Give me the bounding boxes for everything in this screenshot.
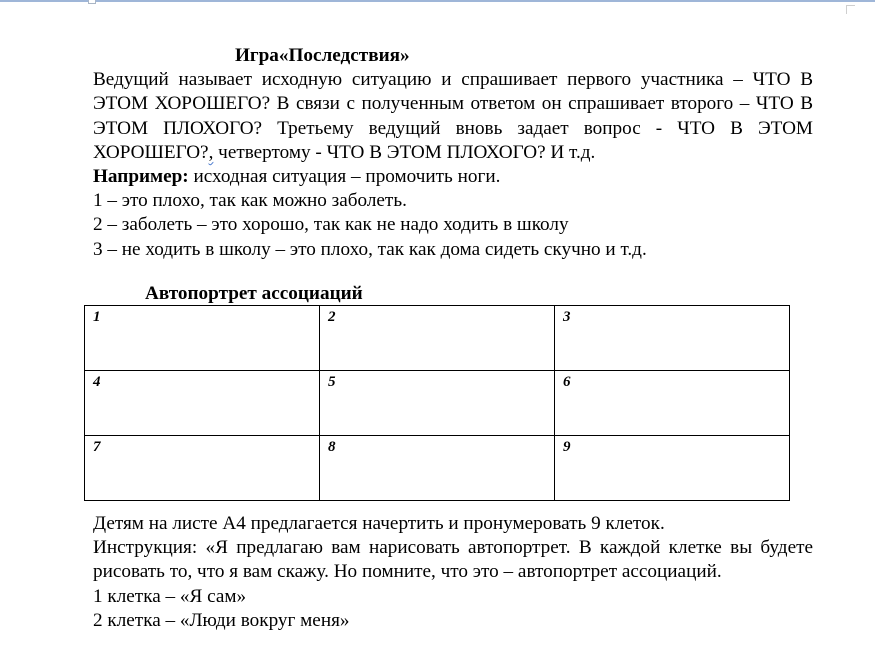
grid-cell: 7 [85, 436, 320, 501]
grid-cell: 8 [320, 436, 555, 501]
example-label: Например: [93, 166, 189, 188]
step-line: 2 – заболеть – это хорошо, так как не надо ходить в школу [93, 214, 569, 236]
game-title: Игра«Последствия» [235, 45, 410, 66]
intro-paragraph [93, 68, 813, 165]
grid-cell: 1 [85, 306, 320, 371]
instructions-section [93, 512, 813, 633]
grammar-squiggle[interactable]: , [208, 141, 214, 163]
example-line [93, 165, 813, 189]
example-text: исходная ситуация – промочить ноги. [188, 166, 501, 188]
instruction-line: 1 клетка – «Я сам» [93, 585, 247, 607]
grid-cell: 3 [555, 306, 790, 371]
association-grid [84, 305, 790, 501]
grid-cell: 4 [85, 371, 320, 436]
step-line: 1 – это плохо, так как можно заболеть. [93, 190, 407, 212]
grid-cell: 9 [555, 436, 790, 501]
step-line: 3 – не ходить в школу – это плохо, так как дома сидеть скучно и т.д. [93, 238, 647, 260]
table-title: Автопортрет ассоциаций [145, 283, 363, 304]
document-body [93, 44, 813, 262]
instruction-line: 2 клетка – «Люди вокруг меня» [93, 609, 350, 631]
window-top-border [0, 0, 875, 2]
grid-cell: 5 [320, 371, 555, 436]
instruction-paragraph: Инструкция: «Я предлагаю вам нарисовать автопортрет. В каждой клетке вы будете рисовать то, что я вам скажу. Но помните, что это – автопортрет ассоциаций. [93, 537, 813, 583]
intro-tail: четвертому - ЧТО В ЭТОМ ПЛОХОГО? И т.д. [213, 141, 596, 163]
instruction-line: Детям на листе А4 предлагается начертить и пронумеровать 9 клеток. [93, 513, 665, 534]
page-corner-mark [846, 5, 855, 14]
intro-text: Ведущий называет исходную ситуацию и спрашивает первого участника – ЧТО В ЭТОМ ХОРОШЕГО? В связи с полученным ответом он спрашивает второго – ЧТО В ЭТОМ ПЛОХОГО? Третьему ведущий вновь задает вопрос - ЧТО В ЭТОМ ХОРОШЕГО? [93, 69, 813, 163]
grid-cell: 2 [320, 306, 555, 371]
ruler-indent-marker[interactable] [88, 0, 96, 4]
grid-cell: 6 [555, 371, 790, 436]
